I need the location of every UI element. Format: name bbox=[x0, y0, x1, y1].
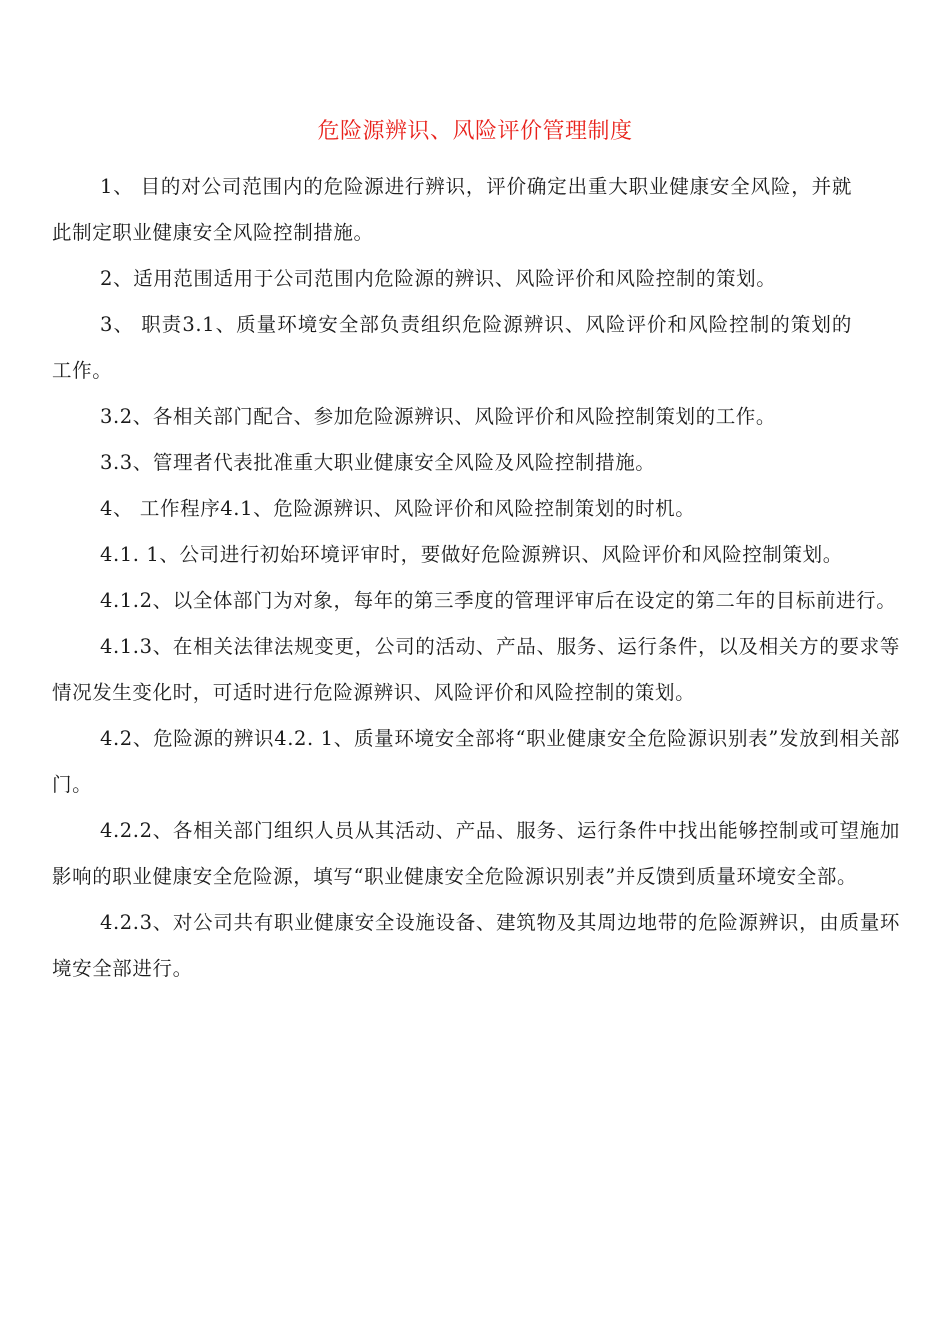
paragraph-4: 3.2、各相关部门配合、参加危险源辨识、风险评价和风险控制策划的工作。 bbox=[100, 405, 777, 428]
document-body bbox=[52, 164, 900, 992]
paragraph-7: 4.1. 1、公司进行初始环境评审时，要做好危险源辨识、风险评价和风险控制策划。 bbox=[100, 543, 843, 566]
paragraph-6: 4、 工作程序4.1、危险源辨识、风险评价和风险控制策划的时机。 bbox=[100, 497, 696, 520]
paragraph-3: 3、 职责3.1、质量环境安全部负责组织危险源辨识、风险评价和风险控制的策划的工作。 bbox=[52, 313, 852, 382]
paragraph-1: 1、 目的对公司范围内的危险源进行辨识，评价确定出重大职业健康安全风险，并就此制定职业健康安全风险控制措施。 bbox=[52, 175, 852, 244]
paragraph-2: 2、适用范围适用于公司范围内危险源的辨识、风险评价和风险控制的策划。 bbox=[100, 267, 777, 290]
paragraph-8: 4.1.2、以全体部门为对象，每年的第三季度的管理评审后在设定的第二年的目标前进行。 bbox=[100, 589, 897, 612]
paragraph-12: 4.2.3、对公司共有职业健康安全设施设备、建筑物及其周边地带的危险源辨识，由质量环境安全部进行。 bbox=[52, 911, 900, 980]
document-title: 危险源辨识、风险评价管理制度 bbox=[317, 119, 633, 144]
paragraph-5: 3.3、管理者代表批准重大职业健康安全风险及风险控制措施。 bbox=[100, 451, 656, 474]
paragraph-11: 4.2.2、各相关部门组织人员从其活动、产品、服务、运行条件中找出能够控制或可望施加影响的职业健康安全危险源，填写“职业健康安全危险源识别表”并反馈到质量环境安全部。 bbox=[52, 819, 900, 888]
paragraph-10: 4.2、危险源的辨识4.2. 1、质量环境安全部将“职业健康安全危险源识别表”发放到相关部门。 bbox=[52, 727, 900, 796]
paragraph-9: 4.1.3、在相关法律法规变更，公司的活动、产品、服务、运行条件，以及相关方的要求等情况发生变化时，可适时进行危险源辨识、风险评价和风险控制的策划。 bbox=[52, 635, 900, 704]
